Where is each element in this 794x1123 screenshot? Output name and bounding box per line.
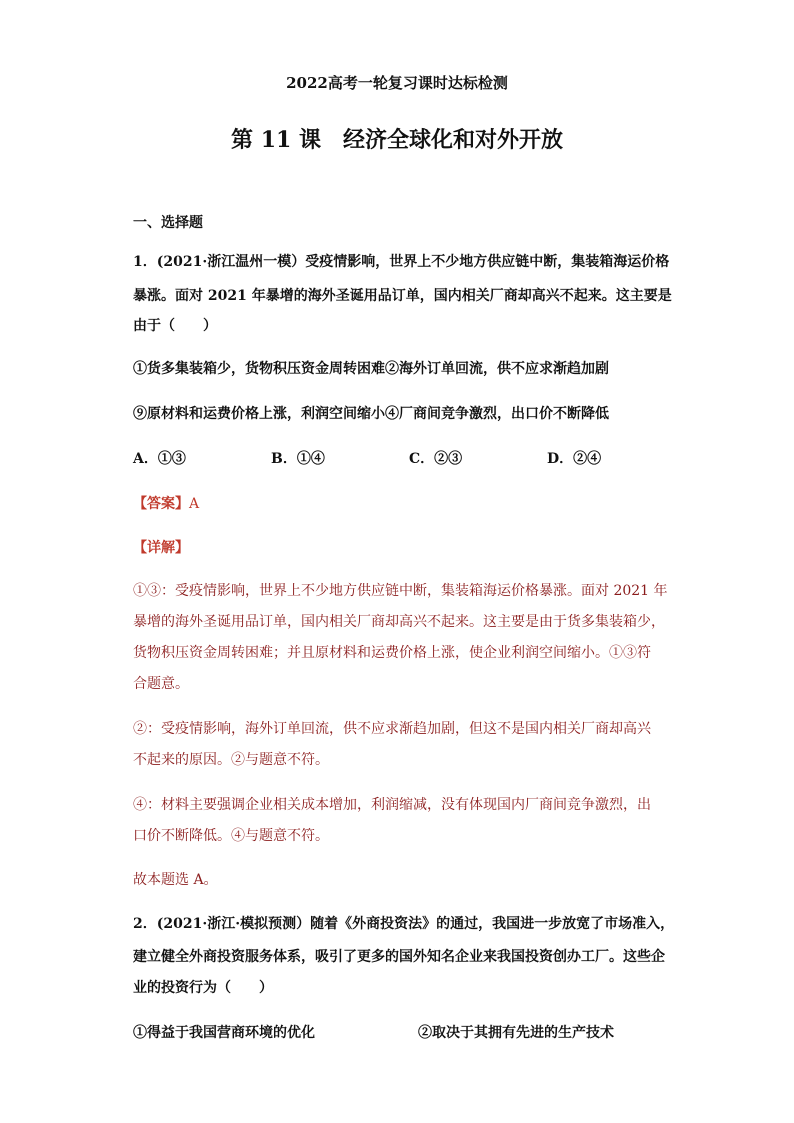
- q1-answer: [133, 493, 199, 513]
- doc-subtitle: 2022高考一轮复习课时达标检测: [286, 74, 508, 92]
- doc-title: 第 11 课 经济全球化和对外开放: [231, 127, 563, 153]
- q1-stem-line-1: 1．(2021·浙江温州一模）受疫情影响，世界上不少地方供应链中断，集装箱海运价格: [133, 254, 670, 270]
- q2-stem-line-3: 业的投资行为（ ）: [133, 980, 273, 996]
- section-heading: 一、选择题: [133, 215, 203, 231]
- q2-stem-line-2: 建立健全外商投资服务体系，吸引了更多的国外知名企业来我国投资创办工厂。这些企: [133, 949, 665, 965]
- explain-3-line-2: 口价不断降低。④与题意不符。: [133, 828, 329, 844]
- explain-3-line-1: ④：材料主要强调企业相关成本增加，利润缩减，没有体现国内厂商间竞争激烈，出: [133, 797, 651, 813]
- explain-2-line-2: 不起来的原因。②与题意不符。: [133, 752, 329, 768]
- explain-1-line-1: ①③：受疫情影响，世界上不少地方供应链中断，集装箱海运价格暴涨。面对 2021 年: [133, 583, 668, 599]
- q2-option-1: ①得益于我国营商环境的优化: [133, 1025, 315, 1041]
- explain-2-line-1: ②：受疫情影响，海外订单回流，供不应求渐趋加剧，但这不是国内相关厂商却高兴: [133, 721, 651, 737]
- q1-stem-line-3: 由于（ ）: [133, 318, 217, 334]
- q2-stem-line-1: 2．(2021·浙江·模拟预测）随着《外商投资法》的通过，我国进一步放宽了市场准入，: [133, 916, 675, 932]
- explain-1-line-4: 合题意。: [133, 676, 189, 692]
- q1-options-12: ①货多集装箱少，货物积压资金周转困难②海外订单回流，供不应求渐趋加剧: [133, 361, 609, 377]
- q1-choice-a: A．①③: [133, 451, 186, 467]
- q1-choice-b: B．①④: [271, 451, 325, 467]
- explain-1-line-3: 货物积压资金周转困难；并且原材料和运费价格上涨，使企业利润空间缩小。①③符: [133, 645, 651, 661]
- q1-choice-d: D．②④: [547, 451, 602, 467]
- q1-stem-line-2: 暴涨。面对 2021 年暴增的海外圣诞用品订单，国内相关厂商却高兴不起来。这主要是: [133, 288, 672, 304]
- explain-tag: 【详解】: [133, 540, 189, 556]
- answer-value: A: [189, 496, 200, 512]
- answer-tag: 【答案】: [133, 496, 189, 512]
- explain-1-line-2: 暴增的海外圣诞用品订单，国内相关厂商却高兴不起来。这主要是由于货多集装箱少，: [133, 614, 665, 630]
- conclusion: 故本题选 A。: [133, 872, 218, 888]
- q1-choice-c: C．②③: [409, 451, 463, 467]
- q1-options-34: ⑨原材料和运费价格上涨，利润空间缩小④厂商间竞争激烈，出口价不断降低: [133, 406, 609, 422]
- q2-option-2: ②取决于其拥有先进的生产技术: [418, 1025, 614, 1041]
